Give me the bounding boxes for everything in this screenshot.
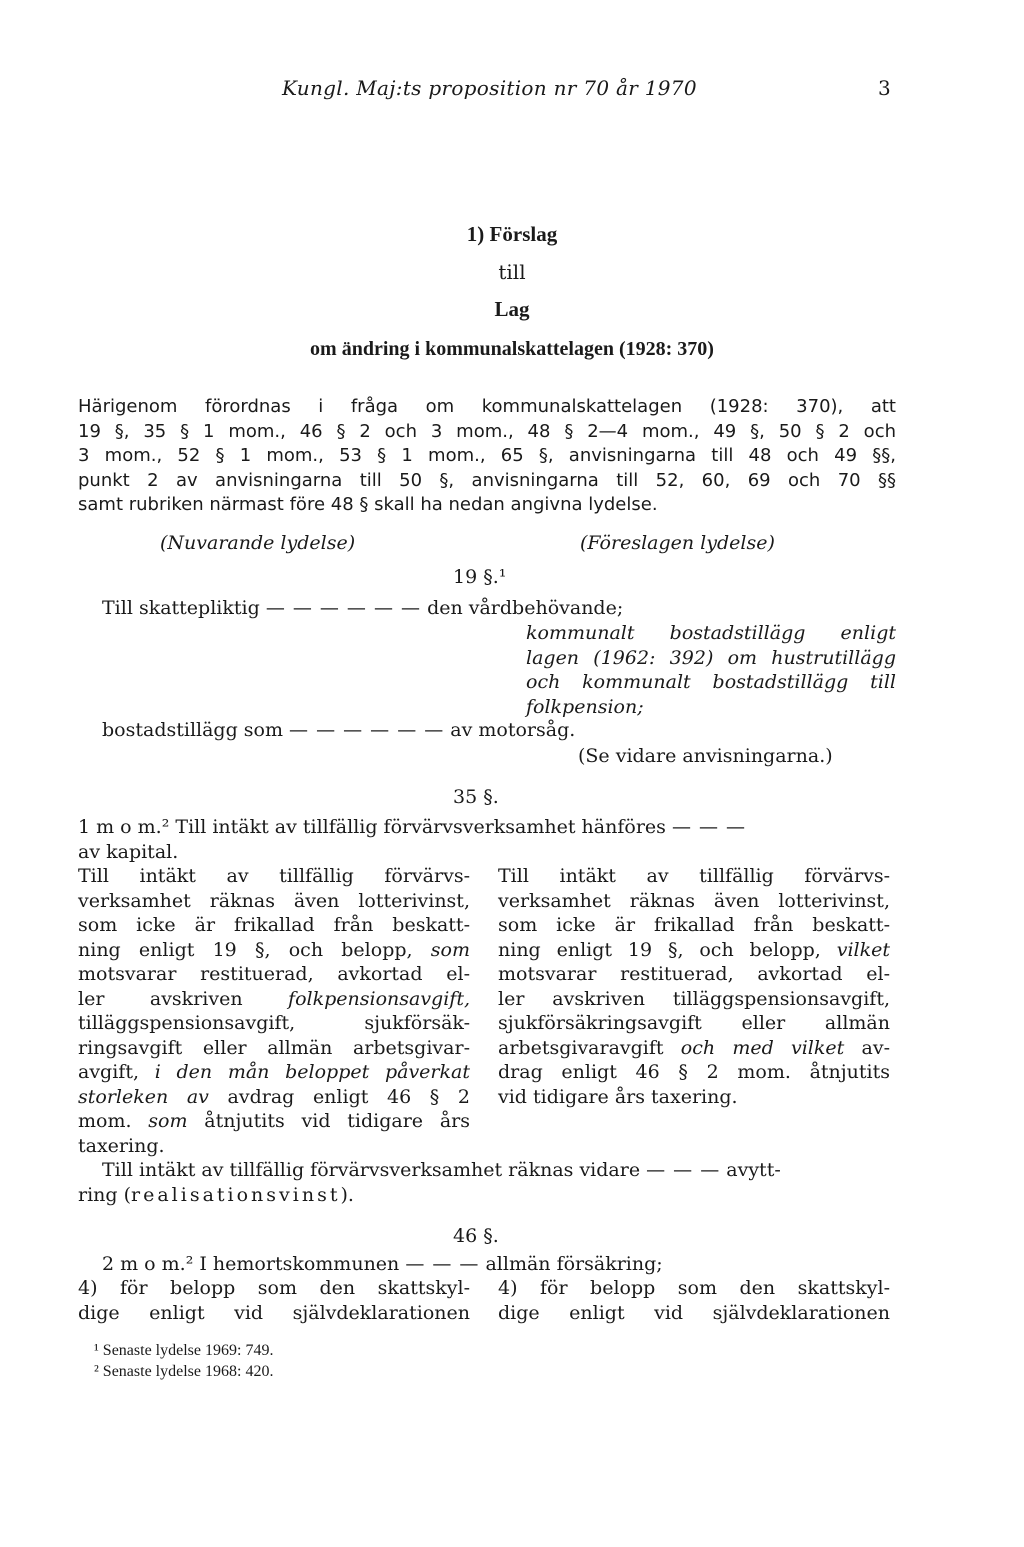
s46-left-column xyxy=(78,1276,470,1325)
omission-dashes: — — — — — — xyxy=(289,719,445,741)
final-hyphen-word: avytt- xyxy=(726,1159,781,1181)
final-text-a: ring ( xyxy=(78,1184,132,1206)
left-text-line: ning enligt 19 §, och belopp, som xyxy=(78,938,470,961)
footnote-1: ¹ Senaste lydelse 1969: 749. xyxy=(94,1342,274,1359)
s35-final-line1 xyxy=(102,1158,781,1183)
omission-dashes: — — — xyxy=(671,816,747,838)
right-column-heading: (Föreslagen lydelse) xyxy=(580,532,775,554)
final-text: Till intäkt av tillfällig förvärvsverksamhet räknas vidare xyxy=(102,1159,641,1181)
left-text-line: avgift, i den mån beloppet påverkat xyxy=(78,1061,470,1083)
inserted-line: lagen (1962: 392) om hustrutillägg xyxy=(526,646,896,669)
right-text-line: verksamhet räknas även lotterivinst, xyxy=(498,889,890,912)
right-text-line: drag enligt 46 § 2 mom. åtnjutits xyxy=(498,1061,890,1083)
intro-paragraph xyxy=(78,394,896,517)
left-text-line: 4) för belopp som den skattskyl- xyxy=(78,1277,470,1299)
intro-line: Härigenom förordnas i fråga om kommunalskattelagen (1928: 370), att xyxy=(78,396,896,417)
s19-line2-right: av motorsåg. xyxy=(450,719,576,741)
law-title: Lag xyxy=(494,297,530,321)
s35-mom1-line xyxy=(78,815,746,840)
omission-dashes: — — — — — — xyxy=(265,597,422,619)
section-19-heading: 19 §.¹ xyxy=(453,566,507,588)
left-text-line: Till intäkt av tillfällig förvärvs- xyxy=(78,865,470,887)
left-text-line: taxering. xyxy=(78,1134,165,1157)
left-text-line: ringsavgift eller allmän arbetsgivar- xyxy=(78,1036,470,1059)
s19-line1-left: Till skattepliktig xyxy=(102,597,260,619)
proposal-heading: 1) Förslag xyxy=(466,222,558,246)
footnote-2: ² Senaste lydelse 1968: 420. xyxy=(94,1363,274,1380)
page-number: 3 xyxy=(878,76,891,100)
right-text-line: dige enligt vid självdeklarationen xyxy=(498,1301,890,1324)
section-35-heading: 35 §. xyxy=(453,786,499,808)
right-text-line: ning enligt 19 §, och belopp, vilket xyxy=(498,938,890,961)
spaced-term: realisationsvinst xyxy=(131,1184,341,1206)
left-text-line: som icke är frikallad från beskatt- xyxy=(78,914,470,936)
proposal-till: till xyxy=(498,260,526,284)
inserted-line: folkpension; xyxy=(526,695,644,718)
right-text-line: som icke är frikallad från beskatt- xyxy=(498,914,890,936)
mom-text: I hemortskommunen xyxy=(199,1253,400,1275)
law-subject: om ändring i kommunalskattelagen (1928: 370) xyxy=(310,338,714,360)
inserted-line: kommunalt bostadstillägg enligt xyxy=(526,622,896,644)
s19-line1-right: den vårdbehövande; xyxy=(427,597,624,619)
right-text-line: 4) för belopp som den skattskyl- xyxy=(498,1277,890,1299)
left-text-line: verksamhet räknas även lotterivinst, xyxy=(78,889,470,912)
left-text-line: motsvarar restituerad, avkortad el- xyxy=(78,963,470,985)
intro-line: samt rubriken närmast före 48 § skall ha nedan angivna lydelse. xyxy=(78,494,658,515)
left-text-line: storleken av avdrag enligt 46 § 2 xyxy=(78,1085,470,1108)
right-text-line: sjukförsäkringsavgift eller allmän xyxy=(498,1012,890,1034)
s19-note: (Se vidare anvisningarna.) xyxy=(578,745,833,767)
left-text-line: tilläggspensionsavgift, sjukförsäk- xyxy=(78,1012,470,1034)
intro-line: punkt 2 av anvisningarna till 50 §, anvisningarna till 52, 60, 69 och 70 §§ xyxy=(78,469,896,491)
s46-right-column xyxy=(498,1276,890,1325)
s35-left-column xyxy=(78,864,470,1158)
right-text-line: motsvarar restituerad, avkortad el- xyxy=(498,963,890,985)
omission-dashes: — — — xyxy=(405,1253,480,1275)
intro-line: 19 §, 35 § 1 mom., 46 § 2 och 3 mom., 48 § 2—4 mom., 49 §, 50 § 2 och xyxy=(78,420,896,442)
section-46-heading: 46 §. xyxy=(453,1225,499,1247)
s19-line2-left: bostadstillägg som xyxy=(102,719,283,741)
right-text-line: Till intäkt av tillfällig förvärvs- xyxy=(498,865,890,887)
s19-line2 xyxy=(102,718,575,743)
inserted-line: och kommunalt bostadstillägg till xyxy=(526,671,896,693)
mom-text: Till intäkt av tillfällig förvärvsverksamhet hänföres xyxy=(175,816,666,838)
right-text-line: ler avskriven tilläggspensionsavgift, xyxy=(498,987,890,1010)
mom-label: 2 m o m.² xyxy=(102,1253,194,1275)
s35-right-column xyxy=(498,864,890,1109)
left-text-line: mom. som åtnjutits vid tidigare års xyxy=(78,1110,470,1132)
left-text-line: dige enligt vid självdeklarationen xyxy=(78,1301,470,1324)
s35-mom1-cont: av kapital. xyxy=(78,841,179,863)
s35-final-line2 xyxy=(78,1183,354,1208)
final-text-b: ). xyxy=(340,1184,354,1206)
left-column-heading: (Nuvarande lydelse) xyxy=(160,532,356,554)
mom-end: allmän försäkring; xyxy=(485,1253,663,1275)
s19-inserted-text xyxy=(526,621,896,719)
omission-dashes: — — — xyxy=(646,1159,721,1181)
left-text-line: ler avskriven folkpensionsavgift, xyxy=(78,987,470,1010)
right-text-line: vid tidigare års taxering. xyxy=(498,1085,738,1108)
right-text-line: arbetsgivaravgift och med vilket av- xyxy=(498,1036,890,1059)
intro-line: 3 mom., 52 § 1 mom., 53 § 1 mom., 65 §, anvisningarna till 48 och 49 §§, xyxy=(78,445,896,466)
mom-label: 1 m o m.² xyxy=(78,816,170,838)
s46-mom2-line xyxy=(102,1252,663,1277)
running-title: Kungl. Maj:ts proposition nr 70 år 1970 xyxy=(282,76,697,100)
s19-line1 xyxy=(102,596,623,621)
